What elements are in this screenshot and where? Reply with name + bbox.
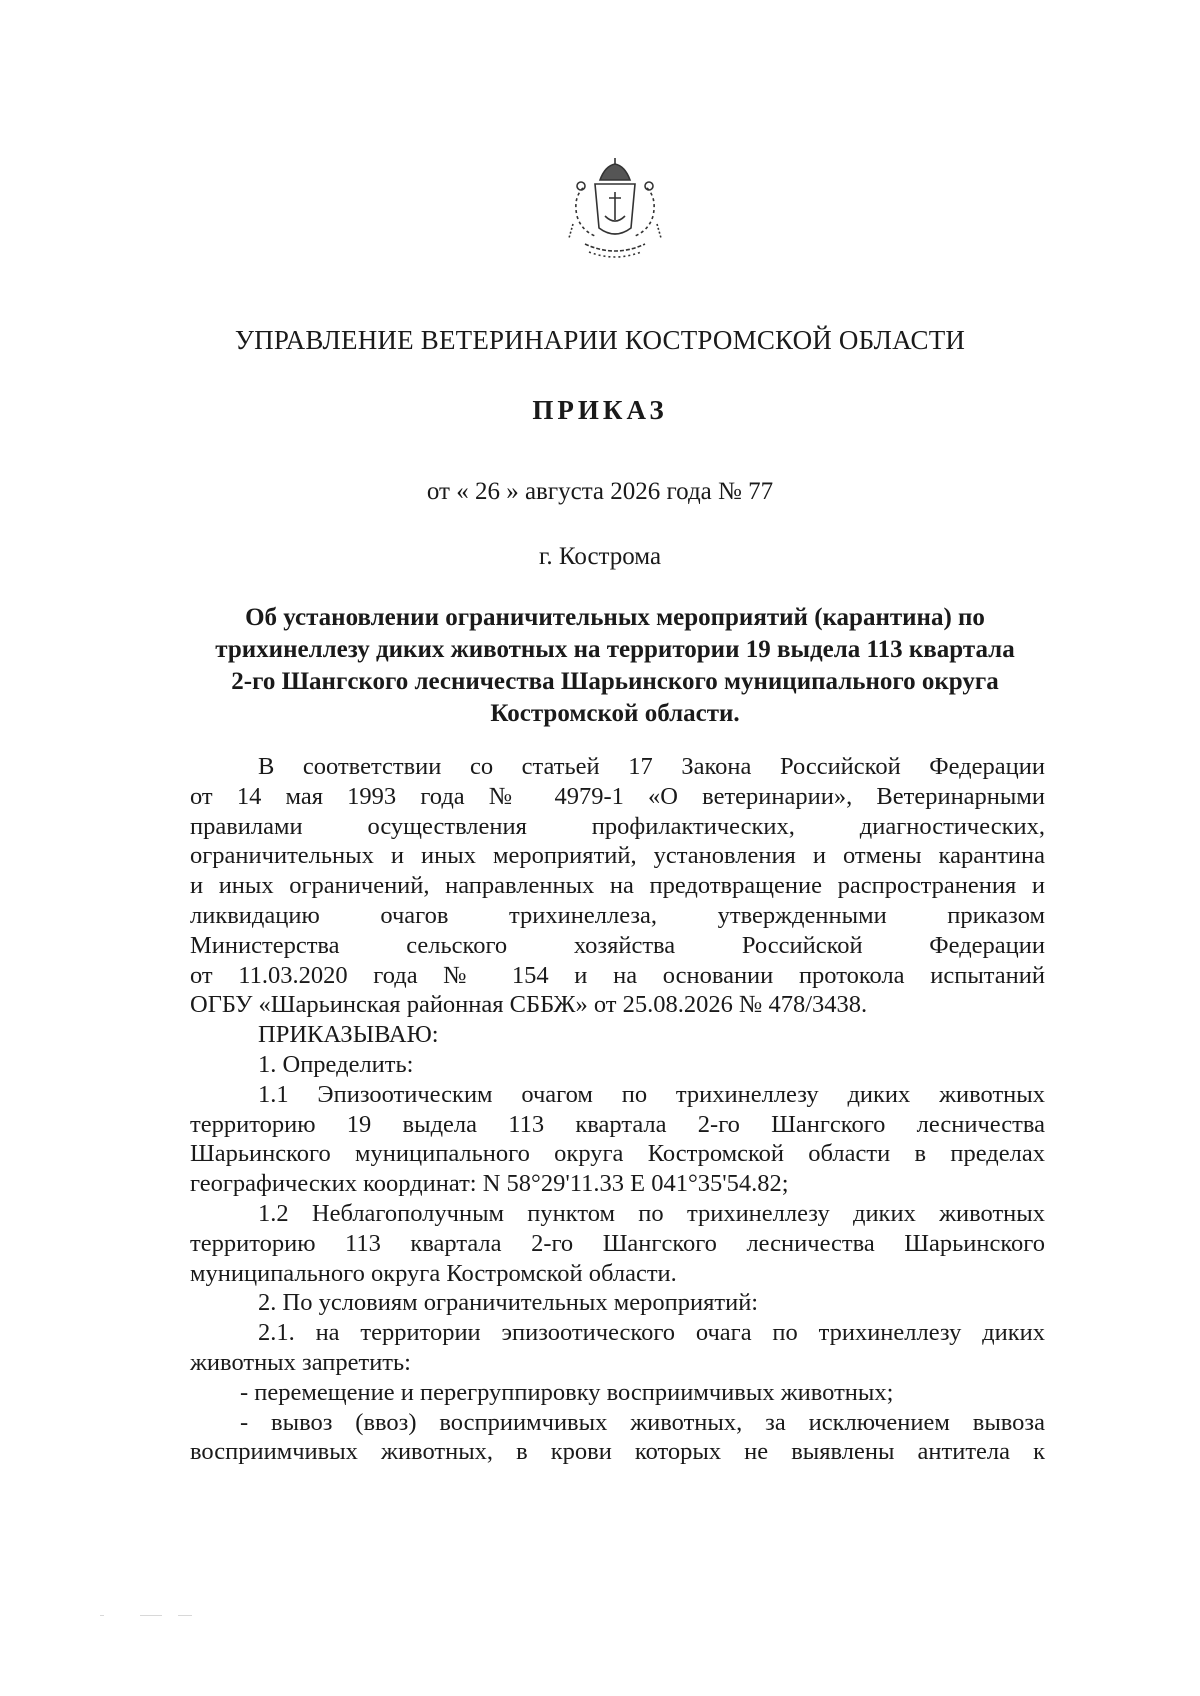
text-line: ограничительных и иных мероприятий, установления и отмены карантина [190, 842, 1045, 870]
item-1-1 [190, 1080, 1045, 1199]
order-body [190, 752, 1045, 1467]
item-1: 1. Определить: [258, 1050, 414, 1078]
text-line: животных запретить: [190, 1348, 411, 1376]
coat-of-arms-emblem [555, 158, 675, 268]
text-line: от 14 мая 1993 года № 4979-1 «О ветеринарии», Ветеринарными [190, 782, 1045, 810]
text-line: территорию 19 выдела 113 квартала 2-го Шангского лесничества [190, 1110, 1045, 1138]
text-line: муниципального округа Костромской области. [190, 1259, 677, 1287]
order-date-number: от « 26 » августа 2026 года № 77 [426, 478, 774, 505]
title-line: Об установлении ограничительных мероприятий (карантина) по [245, 604, 985, 631]
text-line: ликвидацию очагов трихинеллеза, утвержденными приказом [190, 901, 1045, 929]
scan-artifact [178, 1615, 192, 1616]
dash-item [190, 1408, 1045, 1468]
text-line: восприимчивых животных, в крови которых не выявлены антитела к [190, 1438, 1045, 1466]
text-line: от 11.03.2020 года № 154 и на основании протокола испытаний [190, 961, 1045, 989]
item-2: 2. По условиям ограничительных мероприятий: [258, 1289, 759, 1317]
title-line: 2-го Шангского лесничества Шарьинского муниципального округа [231, 668, 999, 695]
preamble-paragraph [190, 752, 1045, 1020]
text-line: правилами осуществления профилактических, диагностических, [190, 812, 1045, 840]
scan-artifact [140, 1615, 162, 1616]
organization-name: УПРАВЛЕНИЕ ВЕТЕРИНАРИИ КОСТРОМСКОЙ ОБЛАСТИ [234, 325, 966, 355]
scan-artifact [100, 1615, 104, 1616]
text-line: 1.1 Эпизоотическим очагом по трихинеллезу диких животных [258, 1080, 1045, 1108]
text-line: 1.2 Неблагополучным пунктом по трихинеллезу диких животных [258, 1199, 1045, 1227]
dash-item: - перемещение и перегруппировку восприимчивых животных; [240, 1378, 894, 1406]
text-line: и иных ограничений, направленных на предотвращение распространения и [190, 872, 1045, 900]
item-1-2 [190, 1199, 1045, 1288]
order-title [190, 602, 1040, 730]
document-type: ПРИКАЗ [532, 395, 668, 425]
title-line: Костромской области. [490, 700, 740, 727]
title-line: трихинеллезу диких животных на территории 19 выдела 113 квартала [215, 636, 1015, 663]
text-line: ОГБУ «Шарьинская районная СББЖ» от 25.08.2026 № 478/3438. [190, 991, 868, 1019]
city-name: г. Кострома [538, 543, 662, 570]
text-line: географических координат: N 58°29'11.33 E 041°35'54.82; [190, 1170, 789, 1198]
item-2-1 [190, 1318, 1045, 1378]
text-line: 2.1. на территории эпизоотического очага по трихинеллезу диких [258, 1319, 1045, 1347]
text-line: Министерства сельского хозяйства Российской Федерации [190, 931, 1045, 959]
text-line: - вывоз (ввоз) восприимчивых животных, за исключением вывоза [240, 1408, 1045, 1436]
text-line: В соответствии со статьей 17 Закона Российской Федерации [258, 753, 1045, 780]
text-line: Шарьинского муниципального округа Костромской области в пределах [190, 1140, 1045, 1168]
order-word: ПРИКАЗЫВАЮ: [258, 1021, 439, 1049]
text-line: территорию 113 квартала 2-го Шангского лесничества Шарьинского [190, 1229, 1045, 1257]
